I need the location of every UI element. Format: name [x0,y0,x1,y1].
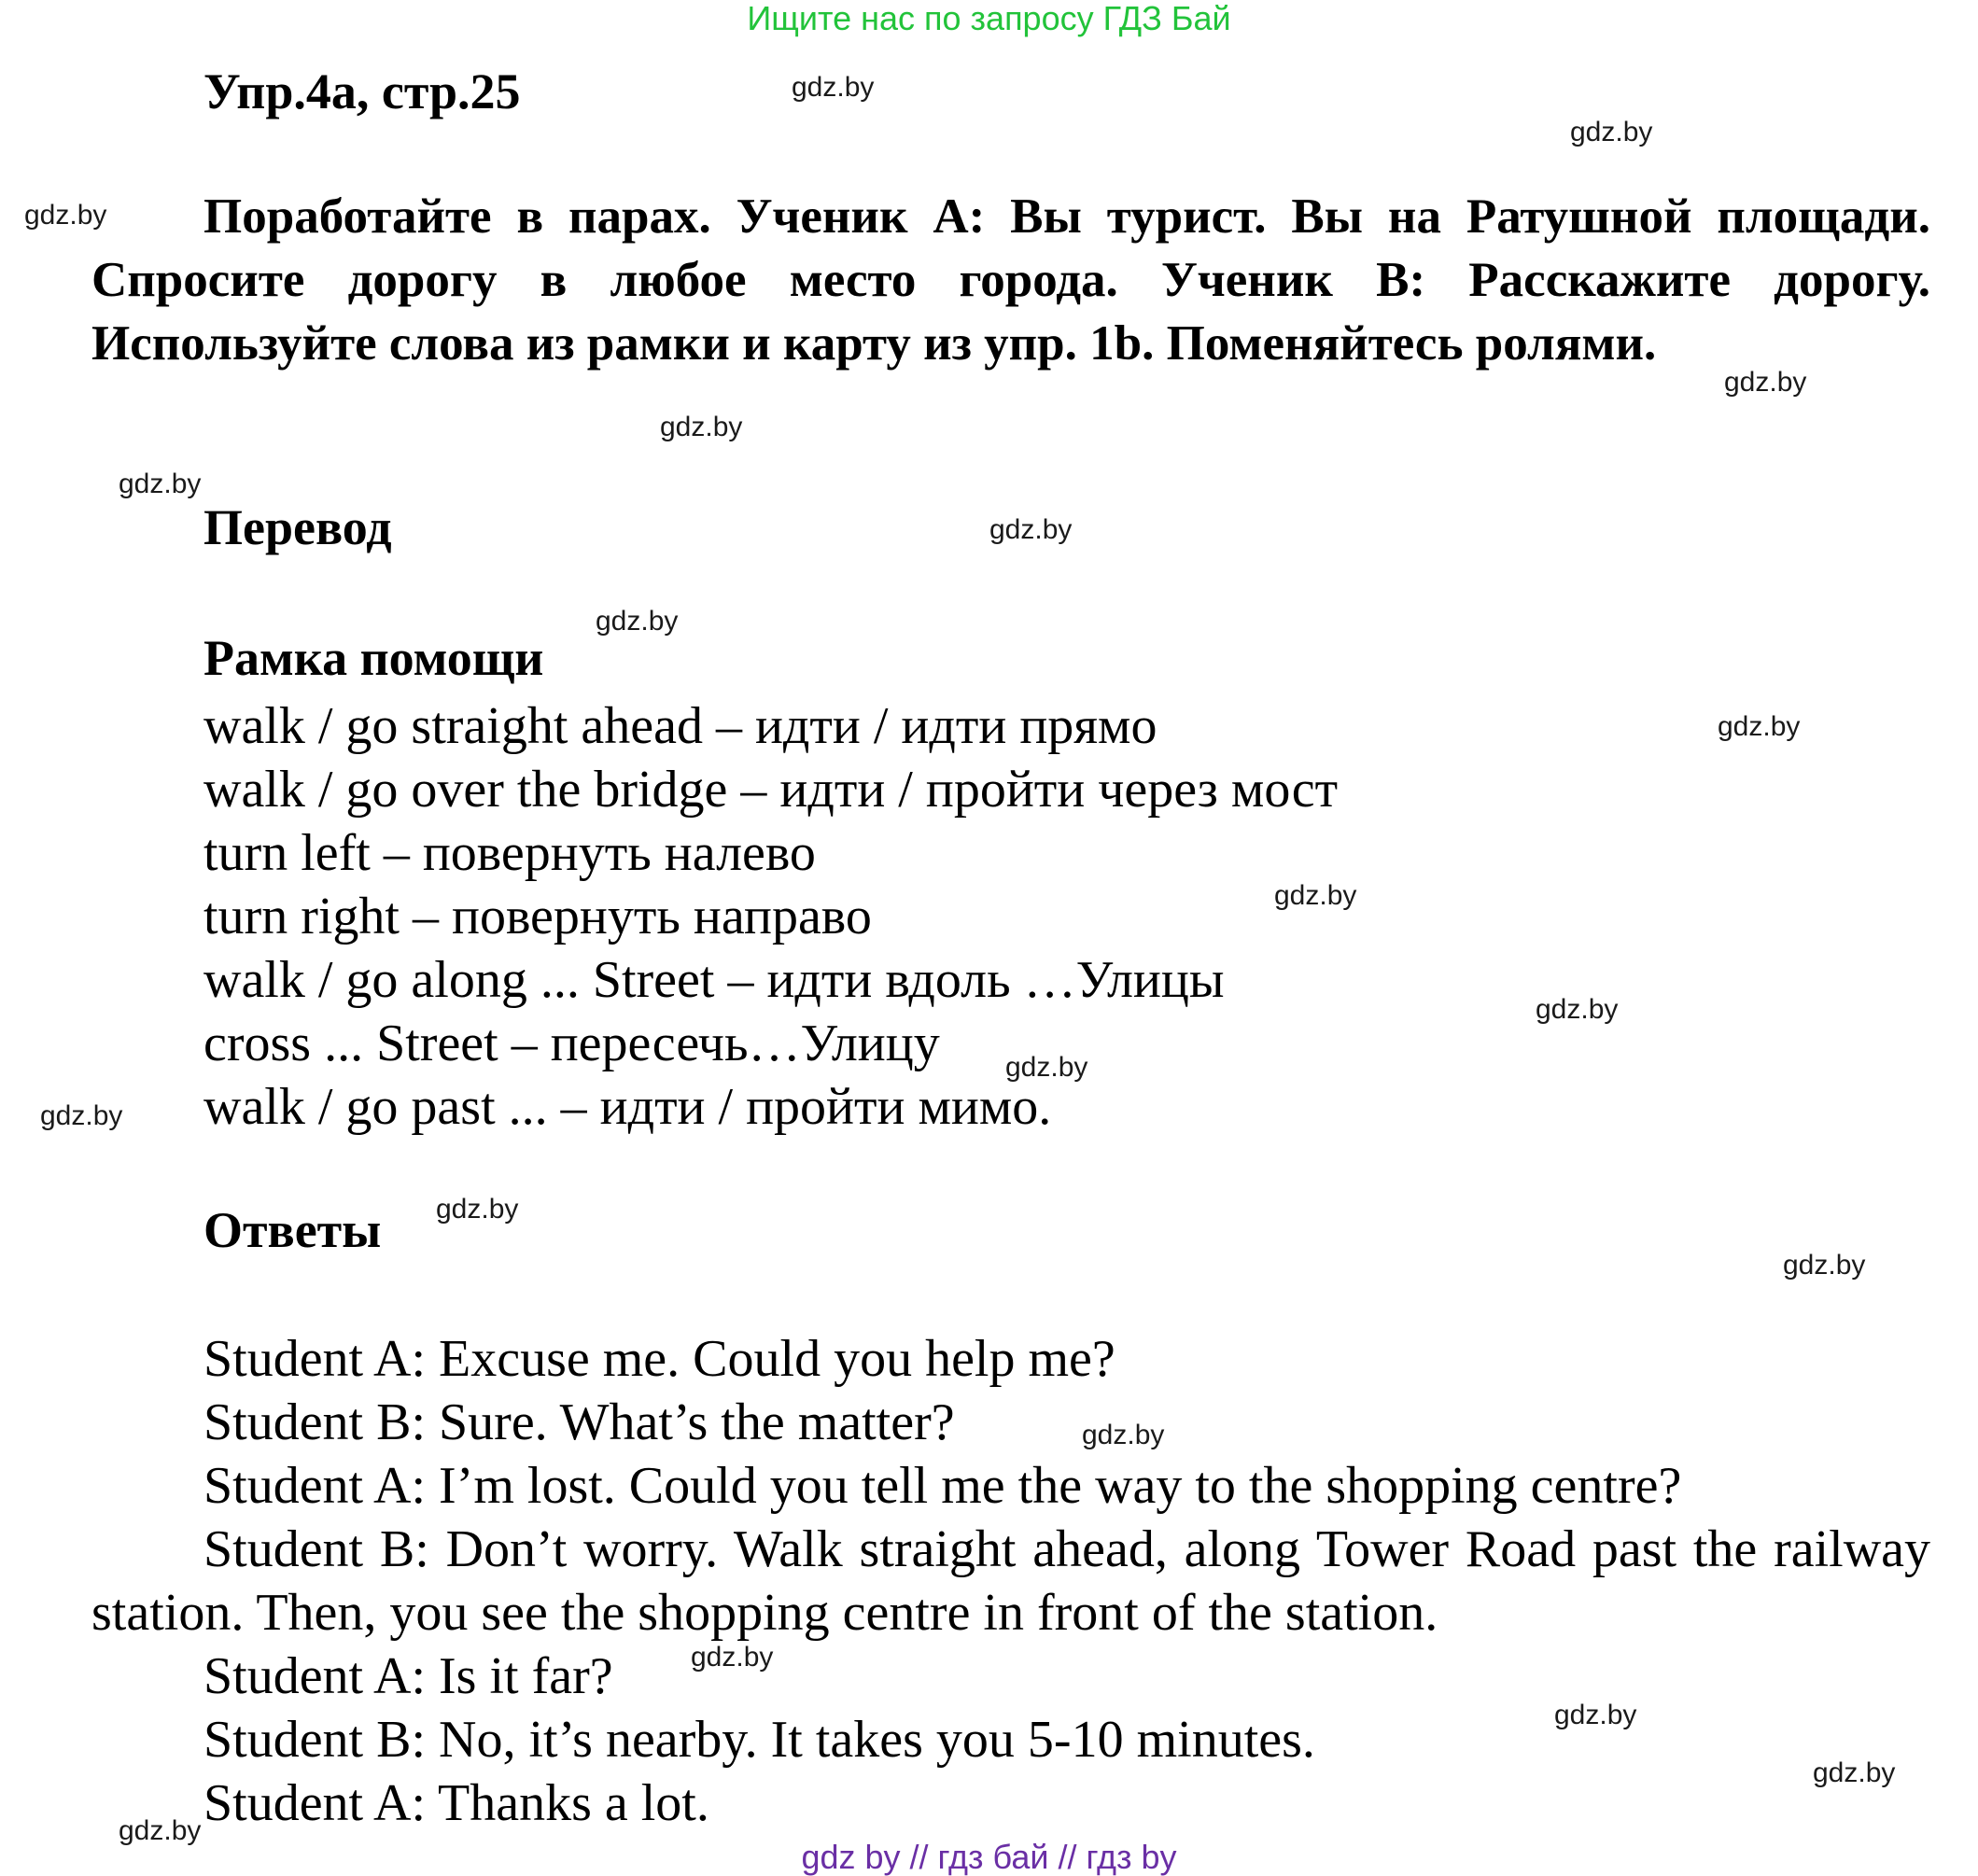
watermark: gdz.by [1082,1420,1165,1450]
watermark: gdz.by [1554,1700,1637,1730]
watermark: gdz.by [40,1100,123,1131]
help-line: walk / go straight ahead – идти / идти прямо [203,697,1157,755]
help-line: turn right – повернуть направо [203,888,872,945]
exercise-title: Упр.4а, стр.25 [203,63,521,119]
watermark: gdz.by [1724,367,1807,398]
watermark: gdz.by [1274,880,1357,911]
task-text: Поработайте в парах. Ученик А: Вы турист. Вы на Ратушной площади. Спросите дорогу в любое место города. Ученик В: Расскажите дорогу. Используйте слова из рамки и карту из упр. 1b. Поменяйтесь ролями. [91,189,1930,371]
watermark: gdz.by [1813,1757,1896,1788]
watermark: gdz.by [436,1194,519,1225]
watermark: gdz.by [1005,1052,1088,1083]
help-line: walk / go along ... Street – идти вдоль …Улицы [203,951,1225,1009]
watermark: gdz.by [24,200,107,231]
dialogue-line: Student A: Excuse me. Could you help me? [203,1330,1115,1388]
watermark: gdz.by [792,72,875,103]
watermark: gdz.by [1783,1250,1866,1281]
translation-heading: Перевод [203,499,392,555]
watermark: gdz.by [1536,994,1619,1025]
dialogue-line: Student B: Don’t worry. Walk straight ahead, along Tower Road past the railway station. Then, you see the shopping centre in front of the station. [91,1520,1930,1642]
dialogue-line: Student A: Is it far? [203,1647,613,1705]
watermark: gdz.by [989,514,1073,545]
top-banner: Ищите нас по запросу ГДЗ Бай [747,0,1231,37]
dialogue-line: Student A: I’m lost. Could you tell me the way to the shopping centre? [203,1457,1682,1515]
watermark: gdz.by [660,412,743,442]
watermark: gdz.by [596,606,679,637]
watermark: gdz.by [1718,711,1801,742]
watermark: gdz.by [119,1815,202,1846]
help-line: cross ... Street – пересечь…Улицу [203,1015,940,1072]
dialogue-line: Student B: Sure. What’s the matter? [203,1393,955,1451]
dialogue-line: Student B: No, it’s nearby. It takes you 5-10 minutes. [203,1711,1315,1769]
answers-heading: Ответы [203,1202,382,1258]
dialogue-line: Student A: Thanks a lot. [203,1774,709,1832]
watermark: gdz.by [1570,117,1653,147]
help-box-heading: Рамка помощи [203,630,544,686]
help-line: turn left – повернуть налево [203,824,816,882]
help-line: walk / go past ... – идти / пройти мимо. [203,1078,1052,1136]
watermark: gdz.by [119,469,202,499]
watermark: gdz.by [691,1642,774,1673]
help-line: walk / go over the bridge – идти / пройти через мост [203,761,1339,819]
footer-links: gdz by // гдз бай // гдз by [801,1838,1177,1876]
